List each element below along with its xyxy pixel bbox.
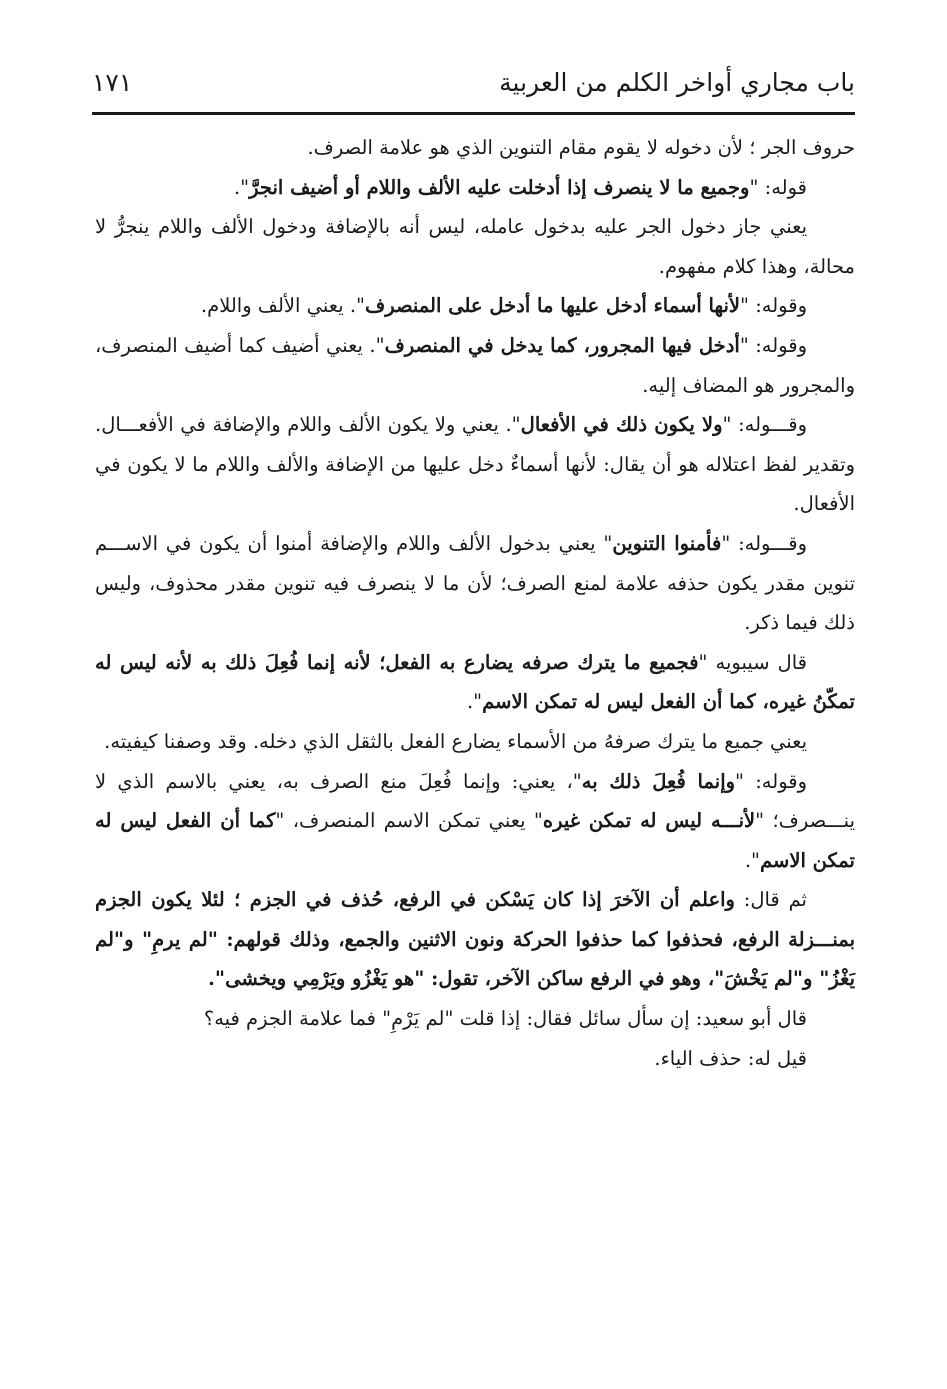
quoted-text: واعلم أن الآخرَ إذا كان يَسْكن في الرفع، حُذف في الجزم ؛ لئلا يكون الجزم بمنـــزلة الرفع، فحذفوا كما حذفوا الحركة ونون الاثنين والجمع، وذلك قولهم: "لم يرمِ" و"لم يَغْزُ" و"لم يَخْشَ"، وهو في الرفع ساكن الآخر، تقول: "هو يَغْزُو ويَرْمِي ويخشى".	[95, 888, 855, 991]
paragraph	[95, 207, 855, 286]
quoted-text: لأنـــه ليس له تمكن غيره	[542, 809, 756, 833]
text-run: وقـــوله: "	[722, 413, 807, 437]
text-run: ثم قال:	[734, 888, 807, 912]
text-run: قيل له: حذف الياء.	[654, 1046, 807, 1070]
paragraph	[95, 1039, 855, 1079]
quoted-text: كما أن الفعل ليس له تمكن الاسم	[95, 809, 855, 872]
text-run: ". يعني ولا يكون الألف واللام والإضافة في الأفعـــال. وتقدير لفظ اعتلاله هو أن يقال: لأنها أسماءٌ دخل عليها من الإضافة والألف واللام ما لا يكون في الأفعال.	[95, 413, 855, 516]
running-title: باب مجاري أواخر الكلم من العربية	[499, 68, 855, 97]
text-run: "، يعني: وإنما فُعِلَ منع الصرف به، يعني بالاسم الذي لا ينـــصرف؛ "	[95, 769, 855, 833]
text-run: يعني جميع ما يترك صرفهُ من الأسماء يضارع الفعل بالثقل الذي دخله. وقد وصفنا كيفيته.	[104, 729, 807, 753]
quoted-text: وجميع ما لا ينصرف إذا أدخلت عليه الألف واللام أو أضيف انجرَّ	[249, 175, 750, 199]
paragraph	[95, 128, 855, 168]
text-run: ". يعني أضيف كما أضيف المنصرف، والمجرور هو المضاف إليه.	[95, 333, 855, 397]
text-run: ".	[466, 690, 483, 714]
text-run: ".	[744, 848, 761, 872]
paragraph	[95, 326, 855, 405]
text-run: وقوله: "	[739, 333, 808, 357]
quoted-text: فأمنوا التنوين	[612, 531, 722, 555]
text-run: " يعني تمكن الاسم المنصرف، "	[275, 809, 543, 833]
paragraph	[95, 643, 855, 722]
quoted-text: وإنما فُعِلَ ذلك به	[581, 769, 736, 793]
text-run: ". يعني الألف واللام.	[200, 294, 366, 318]
text-run: وقوله: "	[735, 769, 808, 793]
paragraph	[95, 168, 855, 208]
paragraph	[95, 286, 855, 326]
text-run: حروف الجر ؛ لأن دخوله لا يقوم مقام التنوين الذي هو علامة الصرف.	[307, 136, 855, 159]
paragraph	[95, 762, 855, 881]
quoted-text: أدخل فيها المجرور، كما يدخل في المنصرف	[384, 333, 740, 357]
quoted-text: ولا يكون ذلك في الأفعال	[520, 413, 723, 437]
paragraph	[95, 722, 855, 762]
paragraph	[95, 999, 855, 1039]
text-run: ".	[233, 175, 250, 199]
text-run: قال أبو سعيد: إن سأل سائل فقال: إذا قلت "لم يَرْمِ" فما علامة الجزم فيه؟	[203, 1007, 807, 1031]
header-rule	[92, 112, 855, 115]
page-number: ١٧١	[92, 68, 133, 97]
page-header	[92, 62, 855, 110]
text-run: يعني جاز دخول الجر عليه بدخول عامله، ليس أنه بالإضافة ودخول الألف واللام ينجرُّ لا محالة، وهذا كلام مفهوم.	[95, 215, 855, 278]
paragraph	[95, 524, 855, 643]
quoted-text: لأنها أسماء أدخل عليها ما أدخل على المنصرف	[365, 294, 741, 318]
quoted-text: فجميع ما يترك صرفه يضارع به الفعل؛ لأنه إنما فُعِلَ ذلك به لأنه ليس له تمكّنُ غيره، كما أن الفعل ليس له تمكن الاسم	[95, 650, 855, 714]
text-run: " يعني بدخول الألف واللام والإضافة أمنوا أن يكون في الاســـم تنوين مقدر يكون حذفه علامة لمنع الصرف؛ لأن ما لا ينصرف فيه تنوين مقدر محذوف، وليس ذلك فيما ذكر.	[95, 531, 855, 635]
text-run: وقـــوله: "	[721, 531, 807, 555]
page-body	[95, 128, 855, 1078]
text-run: وقوله: "	[740, 294, 807, 318]
paragraph	[95, 405, 855, 524]
text-run: قال سيبويه "	[698, 650, 807, 674]
paragraph	[95, 880, 855, 999]
text-run: قوله: "	[749, 175, 807, 199]
